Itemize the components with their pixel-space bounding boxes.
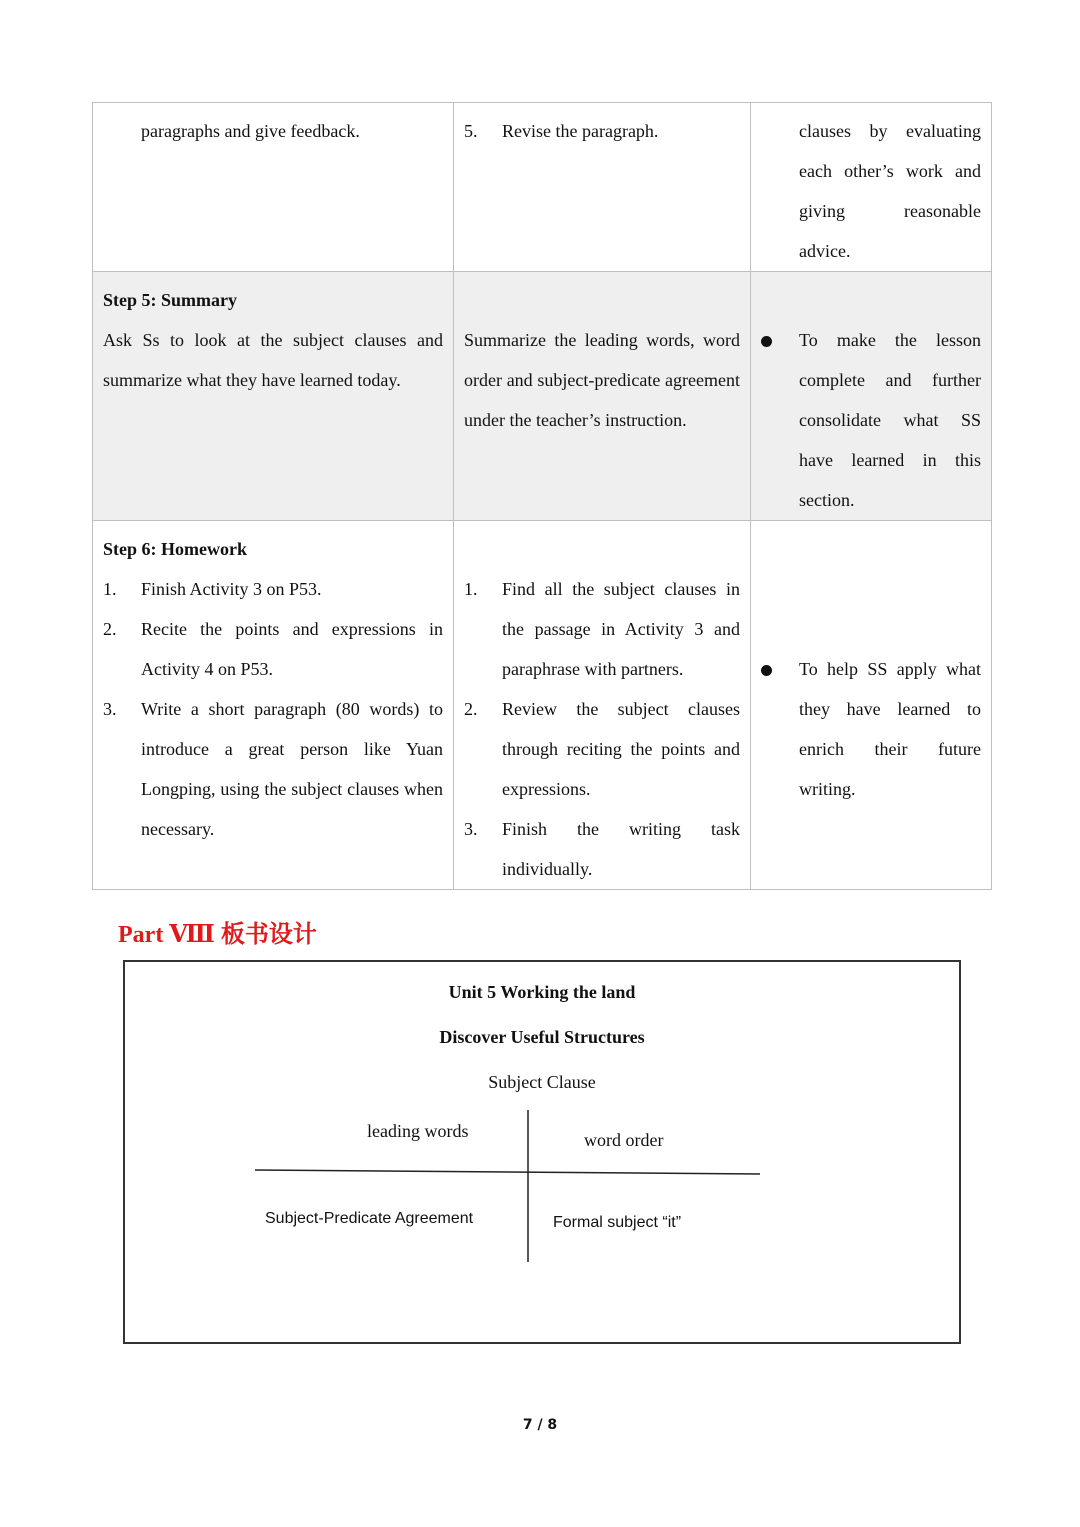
cell-text: paragraphs and give feedback. (141, 121, 360, 141)
section-heading: Part Ⅷ 板书设计 (118, 922, 317, 948)
list-item: Recite the points and expressions in Activity 4 on P53. (141, 619, 443, 679)
blackboard-design (123, 960, 961, 1344)
board-quadrant-bottom-right: Formal subject “it” (553, 1214, 682, 1231)
page-number: 7 / 8 (522, 1417, 558, 1433)
cell-text: To help SS apply what they have learned to enrich their future writing. (799, 659, 981, 799)
board-cross-lines (125, 962, 959, 1342)
table-cell (751, 521, 992, 890)
cell-text: Summarize the leading words, word order and subject-predicate agreement under the teacher’s instruction. (464, 330, 740, 430)
table-cell (93, 103, 454, 272)
cell-text: To make the lesson complete and further consolidate what SS have learned in this section. (799, 330, 981, 510)
list-item: Review the subject clauses through reciting the points and expressions. (502, 699, 740, 799)
list-item: Write a short paragraph (80 words) to introduce a great person like Yuan Longping, using the subject clauses when necessary. (141, 699, 443, 839)
list-number: 2. (103, 619, 117, 639)
step-heading: Step 5: Summary (103, 290, 237, 310)
list-number: 2. (464, 699, 478, 719)
table-cell (454, 272, 751, 521)
cell-text: Revise the paragraph. (502, 121, 659, 141)
board-quadrant-top-left: leading words (367, 1121, 469, 1141)
list-number: 3. (103, 699, 117, 719)
bullet-icon (761, 665, 772, 676)
list-item: Finish Activity 3 on P53. (141, 579, 322, 599)
table-cell (751, 272, 992, 521)
table-row (93, 103, 992, 272)
list-number: 1. (464, 579, 478, 599)
table-row (93, 272, 992, 521)
board-subtitle: Discover Useful Structures (439, 1027, 645, 1047)
board-title: Unit 5 Working the land (448, 982, 636, 1002)
step-heading: Step 6: Homework (103, 539, 247, 559)
bullet-icon (761, 336, 772, 347)
horizontal-divider (255, 1170, 760, 1174)
table-cell (454, 103, 751, 272)
list-number: 1. (103, 579, 117, 599)
list-number: 3. (464, 819, 478, 839)
table-cell (751, 103, 992, 272)
board-quadrant-top-right: word order (584, 1130, 664, 1150)
board-topic: Subject Clause (488, 1072, 596, 1092)
cell-text: clauses by evaluating each other’s work and giving reasonable advice. (799, 121, 981, 261)
list-item: Finish the writing task individually. (502, 819, 740, 879)
table-row (93, 521, 992, 890)
table-cell (93, 272, 454, 521)
cell-text: Ask Ss to look at the subject clauses and summarize what they have learned today. (103, 330, 443, 390)
table-cell (93, 521, 454, 890)
table-cell (454, 521, 751, 890)
board-quadrant-bottom-left: Subject-Predicate Agreement (265, 1210, 474, 1227)
list-item: Find all the subject clauses in the passage in Activity 3 and paraphrase with partners. (502, 579, 740, 679)
lesson-table (92, 102, 992, 890)
list-number: 5. (464, 121, 478, 141)
